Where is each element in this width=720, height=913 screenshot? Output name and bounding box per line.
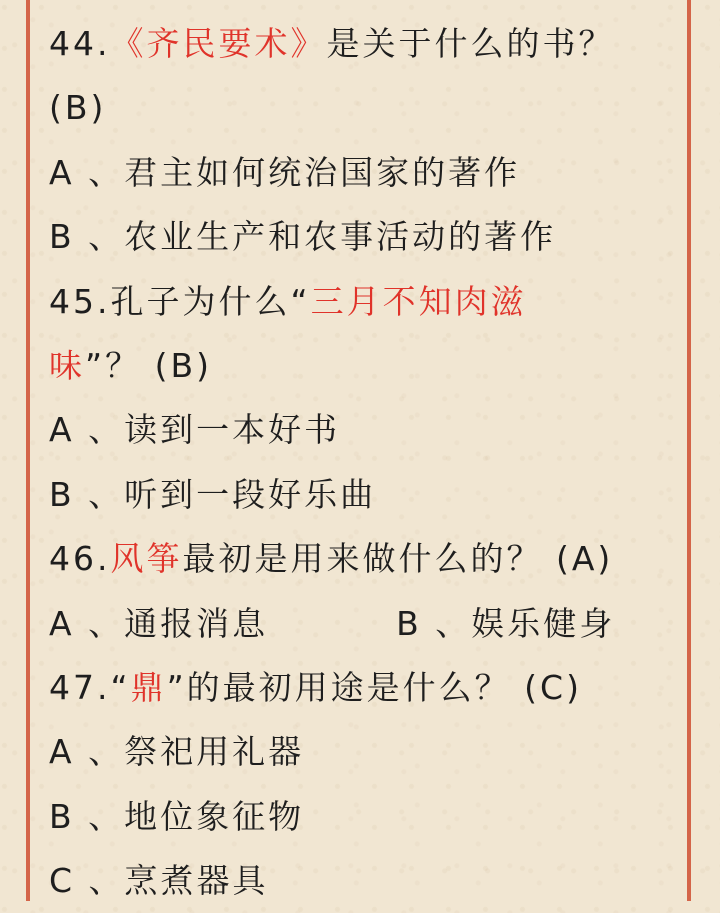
question-44-option-b: B 、农业生产和农事活动的著作 [49,217,557,257]
question-45-option-b: B 、听到一段好乐曲 [49,474,377,514]
question-45-option-a: A 、读到一本好书 [49,410,341,450]
question-47-number: 47.“ [49,667,131,707]
question-46-options [49,592,679,656]
question-44-number: 44. [49,24,111,63]
question-47-highlight: 鼎 [130,667,167,707]
question-46-highlight: 风筝 [110,539,183,579]
question-46-text: 最初是用来做什么的？ (A) [182,539,614,579]
left-border-line [26,0,30,901]
question-45-highlight-end: 味 [49,345,85,385]
question-45-highlight: 三月不知肉滋 [310,281,527,321]
question-46 [49,527,679,591]
question-47-option-a: A 、祭祀用礼器 [49,732,305,772]
question-44-answer: (B) [49,88,107,128]
question-44-text: 是关于什么的书？ [326,24,615,63]
question-list [49,12,679,913]
question-47-text: ”的最初用途是什么？ (C) [166,667,582,707]
question-45 [49,270,679,334]
question-45-text: 45.孔子为什么“ [49,281,311,321]
question-47 [49,656,679,720]
question-45-continued [49,334,679,398]
question-45-answer: ”？ (B) [85,345,212,385]
question-44-option-a: A 、君主如何统治国家的著作 [49,152,521,192]
right-border-line [687,0,691,901]
question-46-option-a: A 、通报消息 [49,603,269,643]
question-44-highlight: 《齐民要术》 [110,24,327,63]
question-44 [49,12,679,76]
question-46-number: 46. [49,539,111,579]
question-46-option-b: B 、娱乐健身 [396,603,616,643]
question-47-option-c: C 、烹煮器具 [49,861,269,901]
question-47-option-b: B 、地位象征物 [49,796,305,836]
